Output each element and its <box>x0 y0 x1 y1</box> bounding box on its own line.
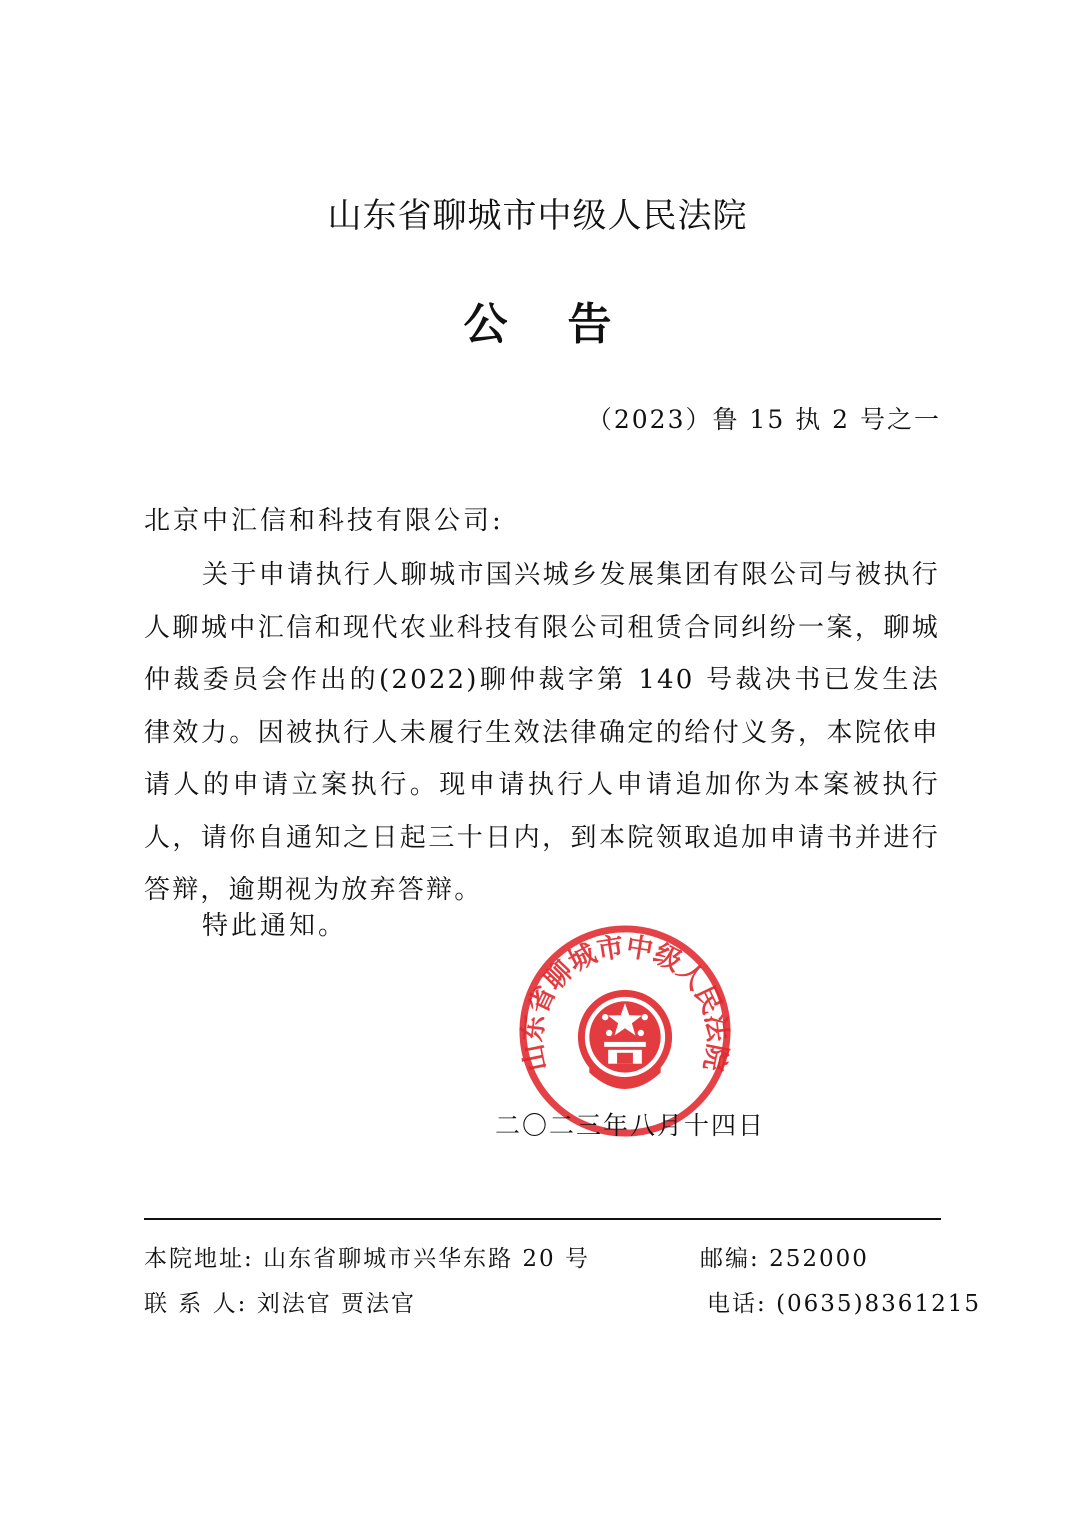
footer-address <box>144 1240 590 1273</box>
seal-text: 山东省聊城市中级人民法院 <box>516 931 734 1074</box>
notice-body <box>144 549 940 917</box>
address-label: 本院地址: <box>144 1246 254 1272</box>
addressee: 北京中汇信和科技有限公司: <box>144 506 504 536</box>
footer-phone <box>707 1285 981 1318</box>
document-title: 公告 <box>463 299 672 350</box>
postcode-label: 邮编: <box>700 1246 760 1272</box>
address-value: 山东省聊城市兴华东路 20 号 <box>263 1246 590 1272</box>
closing-line: 特此通知。 <box>202 911 348 941</box>
notice-paragraph: 关于申请执行人聊城市国兴城乡发展集团有限公司与被执行人聊城中汇信和现代农业科技有限公司租赁合同纠纷一案，聊城仲裁委员会作出的(2022)聊仲裁字第 140 号裁决书已发生法律效力。因被执行人未履行生效法律确定的给付义务，本院依申请人的申请立案执行。现申请执行人申请追加你为本案被执行人，请你自通知之日起三十日内，到本院领取追加申请书并进行答辩，逾期视为放弃答辩。 <box>144 560 940 905</box>
case-number: （2023）鲁 15 执 2 号之一 <box>586 405 941 434</box>
national-emblem-icon <box>581 993 668 1089</box>
issue-date: 二〇二三年八月十四日 <box>495 1111 766 1140</box>
footer-postcode <box>700 1240 869 1273</box>
postcode-value: 252000 <box>769 1246 869 1272</box>
phone-label: 电话: <box>707 1291 767 1317</box>
footer-contact <box>144 1285 416 1318</box>
court-name: 山东省聊城市中级人民法院 <box>327 196 748 236</box>
footer-divider <box>144 1218 941 1220</box>
contact-label: 联 系 人: <box>144 1291 248 1317</box>
contact-value: 刘法官 贾法官 <box>256 1291 416 1317</box>
phone-value: (0635)8361215 <box>776 1291 981 1317</box>
